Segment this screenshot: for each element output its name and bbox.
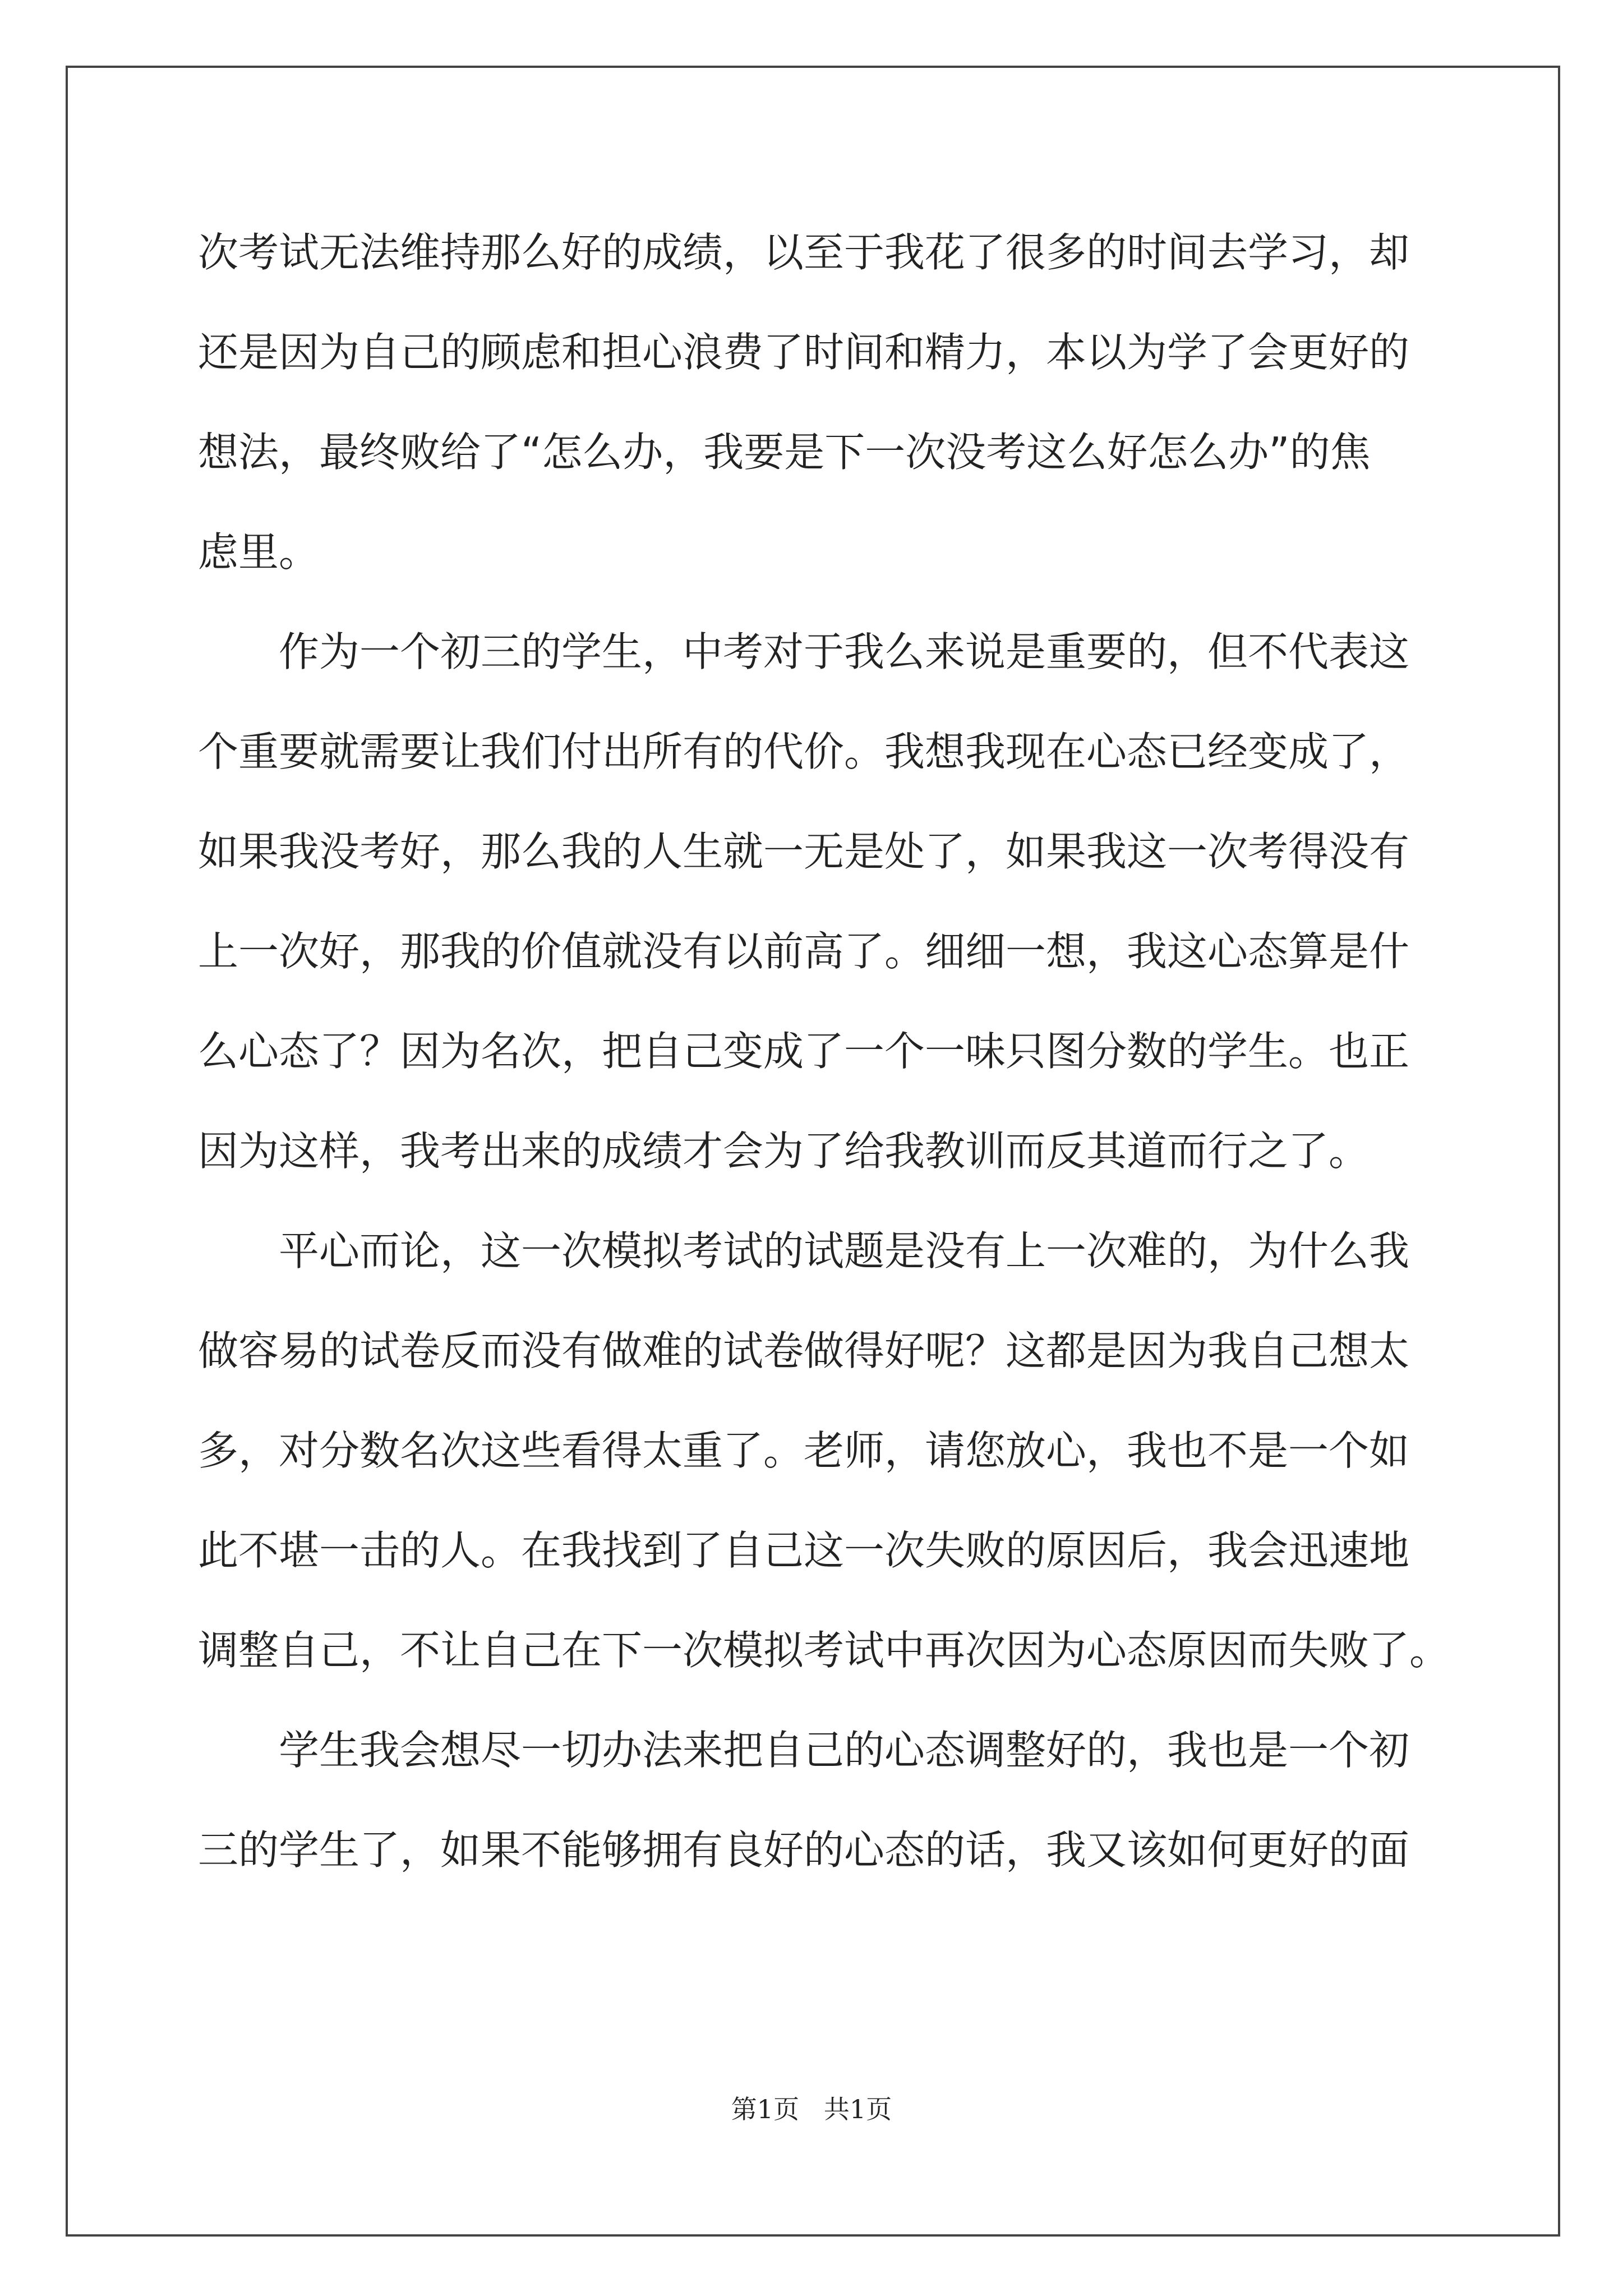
- text-line: 此不堪一击的人。在我找到了自己这一次失败的原因后，我会迅速地: [198, 1527, 1410, 1574]
- page-footer: 第1页 共1页: [731, 2094, 892, 2124]
- text-line: 学生我会想尽一切办法来把自己的心态调整好的，我也是一个初: [279, 1727, 1410, 1774]
- text-line: 平心而论，这一次模拟考试的试题是没有上一次难的，为什么我: [279, 1227, 1410, 1274]
- text-line: 还是因为自己的顾虑和担心浪费了时间和精力，本以为学了会更好的: [198, 329, 1410, 376]
- text-line: 如果我没考好，那么我的人生就一无是处了，如果我这一次考得没有: [198, 828, 1410, 875]
- text-line: 因为这样，我考出来的成绩才会为了给我教训而反其道而行之了。: [198, 1128, 1370, 1175]
- text-line: 作为一个初三的学生，中考对于我么来说是重要的，但不代表这: [279, 628, 1410, 675]
- text-line: 想法，最终败给了“怎么办，我要是下一次没考这么好怎么办”的焦: [198, 429, 1371, 476]
- text-line: 次考试无法维持那么好的成绩，以至于我花了很多的时间去学习，却: [198, 229, 1410, 276]
- text-line: 个重要就需要让我们付出所有的代价。我想我现在心态已经变成了，: [198, 728, 1410, 775]
- text-line: 虑里。: [198, 528, 320, 576]
- text-line: 三的学生了，如果不能够拥有良好的心态的话，我又该如何更好的面: [198, 1826, 1410, 1874]
- text-line: 上一次好，那我的价值就没有以前高了。细细一想，我这心态算是什: [198, 928, 1410, 975]
- text-line: 多，对分数名次这些看得太重了。老师，请您放心，我也不是一个如: [198, 1427, 1410, 1474]
- text-line: 调整自己，不让自己在下一次模拟考试中再次因为心态原因而失败了。: [198, 1627, 1450, 1674]
- text-line: 么心态了？因为名次，把自己变成了一个一味只图分数的学生。也正: [198, 1028, 1410, 1075]
- text-line: 做容易的试卷反而没有做难的试卷做得好呢？这都是因为我自己想太: [198, 1327, 1410, 1374]
